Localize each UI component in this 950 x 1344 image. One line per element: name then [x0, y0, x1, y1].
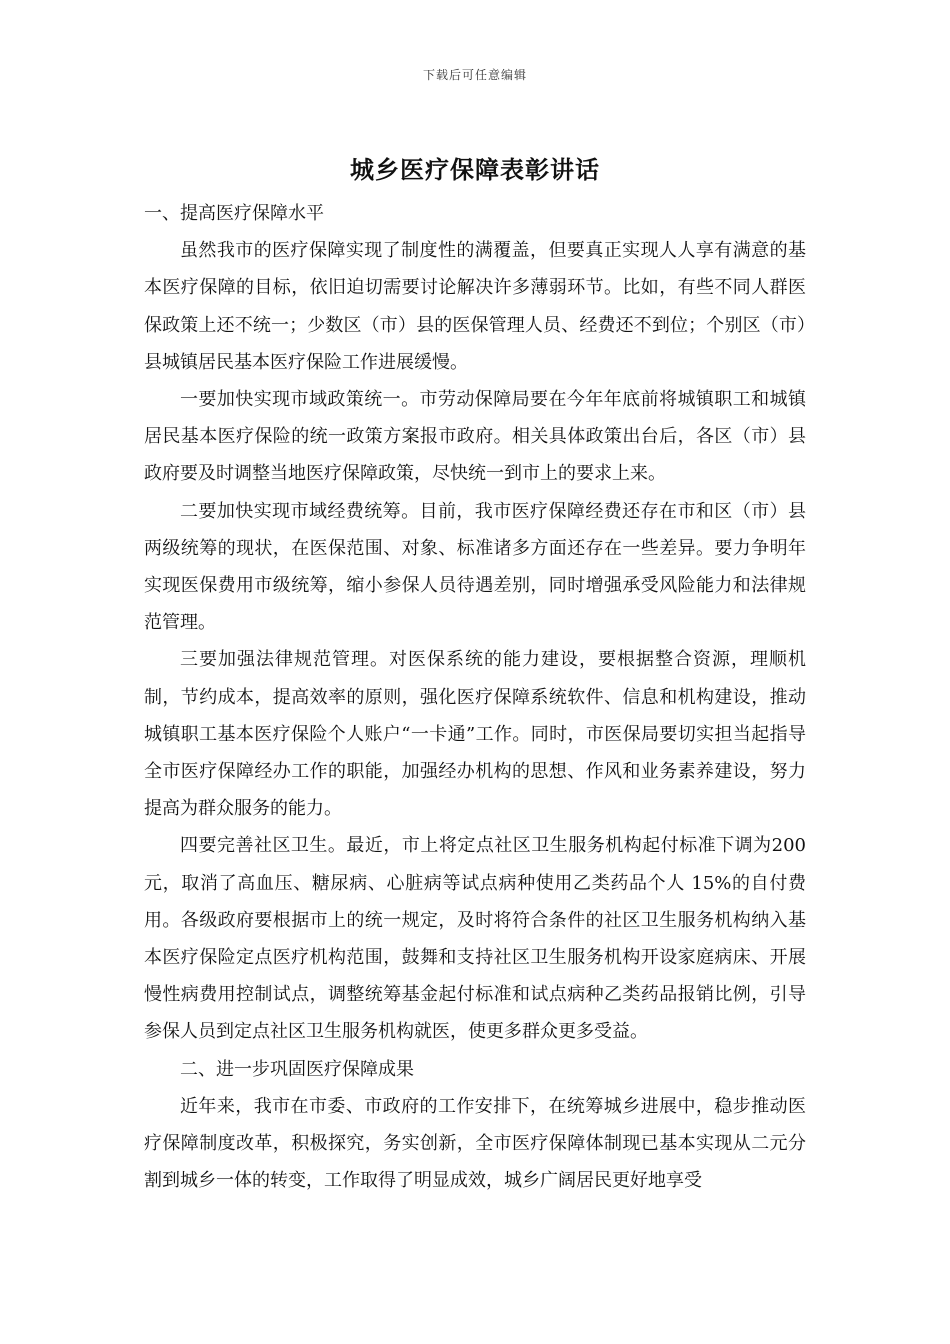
paragraph-6: 近年来，我市在市委、市政府的工作安排下，在统筹城乡进展中，稳步推动医疗保障制度改革，积极探究，务实创新，全市医疗保障体制现已基本实现从二元分割到城乡一体的转变，工作取得了明显成效，城乡广阔居民更好地享受 [144, 1095, 806, 1192]
section-heading-1: 一、提高医疗保障水平 [144, 203, 324, 224]
paragraph-4: 三要加强法律规范管理。对医保系统的能力建设，要根据整合资源，理顺机制，节约成本，提高效率的原则，强化医疗保障系统软件、信息和机构建设，推动城镇职工基本医疗保险个人账户“一卡通”工作。同时，市医保局要切实担当起指导全市医疗保障经办工作的职能，加强经办机构的思想、作风和业务素养建设，努力提高为群众服务的能力。 [144, 649, 806, 820]
document-body [144, 195, 806, 1199]
paragraph-1: 虽然我市的医疗保障实现了制度性的满覆盖，但要真正实现人人享有满意的基本医疗保障的目标，依旧迫切需要讨论解决许多薄弱环节。比如，有些不同人群医保政策上还不统一；少数区（市）县的医保管理人员、经费还不到位；个别区（市）县城镇居民基本医疗保险工作进展缓慢。 [144, 240, 806, 373]
paragraph-3: 二要加快实现市域经费统筹。目前，我市医疗保障经费还存在市和区（市）县两级统筹的现状，在医保范围、对象、标准诸多方面还存在一些差异。要力争明年实现医保费用市级统筹，缩小参保人员待遇差别，同时增强承受风险能力和法律规范管理。 [144, 500, 806, 634]
section-heading-2: 二、进一步巩固医疗保障成果 [180, 1058, 414, 1080]
paragraph-5: 四要完善社区卫生。最近，市上将定点社区卫生服务机构起付标准下调为200元，取消了高血压、糖尿病、心脏病等试点病种使用乙类药品个人 15%的自付费用。各级政府要根据市上的统一规定，及时将符合条件的社区卫生服务机构纳入基本医疗保险定点医疗机构范围，鼓舞和支持社区卫生服务机构开设家庭病床、开展慢性病费用控制试点，调整统筹基金起付标准和试点病种乙类药品报销比例，引导参保人员到定点社区卫生服务机构就医，使更多群众更多受益。 [144, 835, 806, 1043]
paragraph-2: 一要加快实现市域政策统一。市劳动保障局要在今年年底前将城镇职工和城镇居民基本医疗保险的统一政策方案报市政府。相关具体政策出台后，各区（市）县政府要及时调整当地医疗保障政策，尽快统一到市上的要求上来。 [144, 389, 806, 485]
document-title: 城乡医疗保障表彰讲话 [350, 155, 600, 184]
header-note: 下载后可任意编辑 [422, 68, 527, 82]
